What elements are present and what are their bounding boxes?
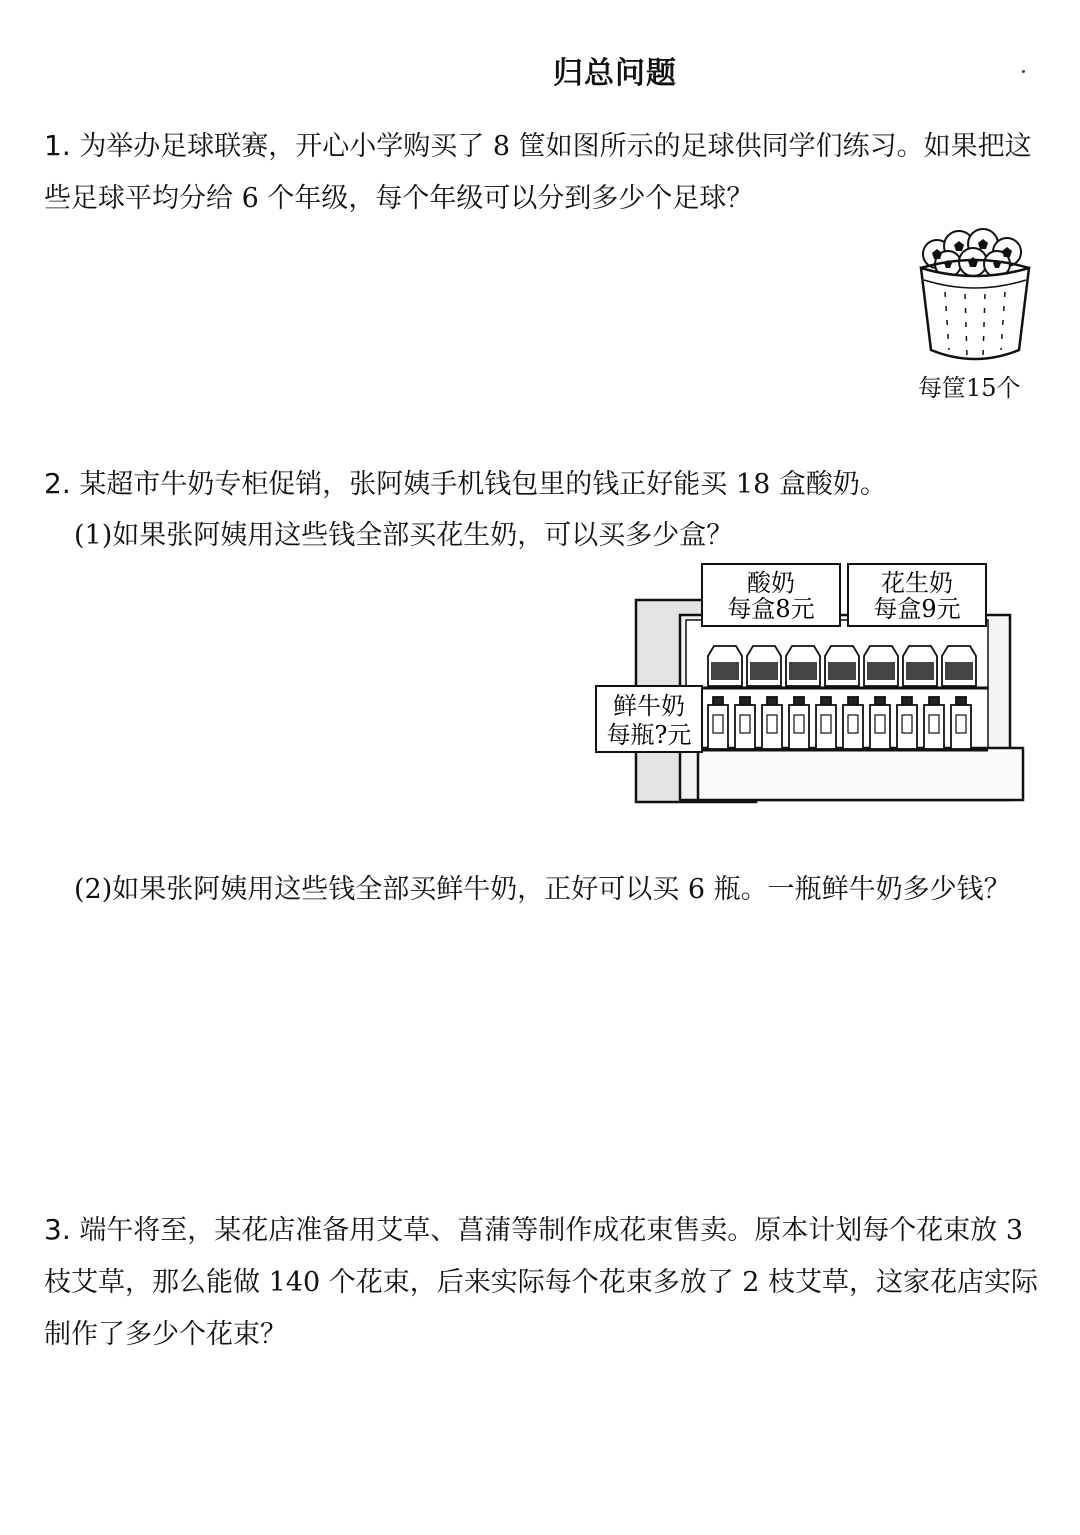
question-text: 某超市牛奶专柜促销，张阿姨手机钱包里的钱正好能买 18 盒酸奶。 [79,469,887,500]
milk-bottle-icon [951,697,971,749]
football-basket-figure [915,222,1035,372]
football-icon [923,229,1021,277]
milk-bottle-icon [924,697,944,749]
milk-shelf-figure [590,560,1030,810]
yogurt-name-label: 酸奶 [747,569,795,597]
milk-bottle-icon [843,697,863,749]
page-title: 归总问题 [553,56,677,91]
milk-bottle-icon [762,697,782,749]
question-number: 2. [44,467,71,500]
milk-bottle-icon [816,697,836,749]
scan-speck [1022,70,1025,73]
question-1 [44,120,1044,225]
milk-bottle-icon [897,697,917,749]
peanut-price-label: 每盒9元 [873,595,961,623]
fresh-milk-price-label: 每瓶?元 [606,721,692,749]
question-2 [44,458,1044,511]
question-number: 3. [44,1213,71,1246]
basket-caption: 每筐15个 [918,374,1021,402]
question-text: 为举办足球联赛，开心小学购买了 8 筐如图所示的足球供同学们练习。如果把这些足球平均分给 6 个年级，每个年级可以分到多少个足球？ [44,131,1032,214]
yogurt-price-tag [702,564,840,626]
basket-icon [921,260,1029,359]
question-2-part-1: (1)如果张阿姨用这些钱全部买花生奶，可以买多少盒？ [74,520,734,551]
peanut-milk-price-tag [848,564,986,626]
fresh-milk-price-tag [596,686,702,752]
milk-carton-icon [786,646,820,686]
milk-bottle-icon [870,697,890,749]
milk-carton-icon [864,646,898,686]
milk-bottle-icon [708,697,728,749]
milk-carton-icon [825,646,859,686]
milk-carton-icon [942,646,976,686]
milk-bottle-icon [735,697,755,749]
fresh-milk-name-label: 鲜牛奶 [613,692,685,720]
question-number: 1. [44,129,71,162]
milk-carton-icon [747,646,781,686]
peanut-name-label: 花生奶 [881,569,953,597]
milk-carton-icon [903,646,937,686]
yogurt-price-label: 每盒8元 [727,595,815,623]
question-3 [44,1204,1044,1361]
question-2-part-2: (2)如果张阿姨用这些钱全部买鲜牛奶，正好可以买 6 瓶。一瓶鲜牛奶多少钱？ [74,874,1011,905]
milk-bottle-icon [789,697,809,749]
milk-carton-icon [708,646,742,686]
question-text: 端午将至，某花店准备用艾草、菖蒲等制作成花束售卖。原本计划每个花束放 3 枝艾草，那么能做 140 个花束，后来实际每个花束多放了 2 枝艾草，这家花店实际制作了多少个花束？ [44,1215,1039,1350]
